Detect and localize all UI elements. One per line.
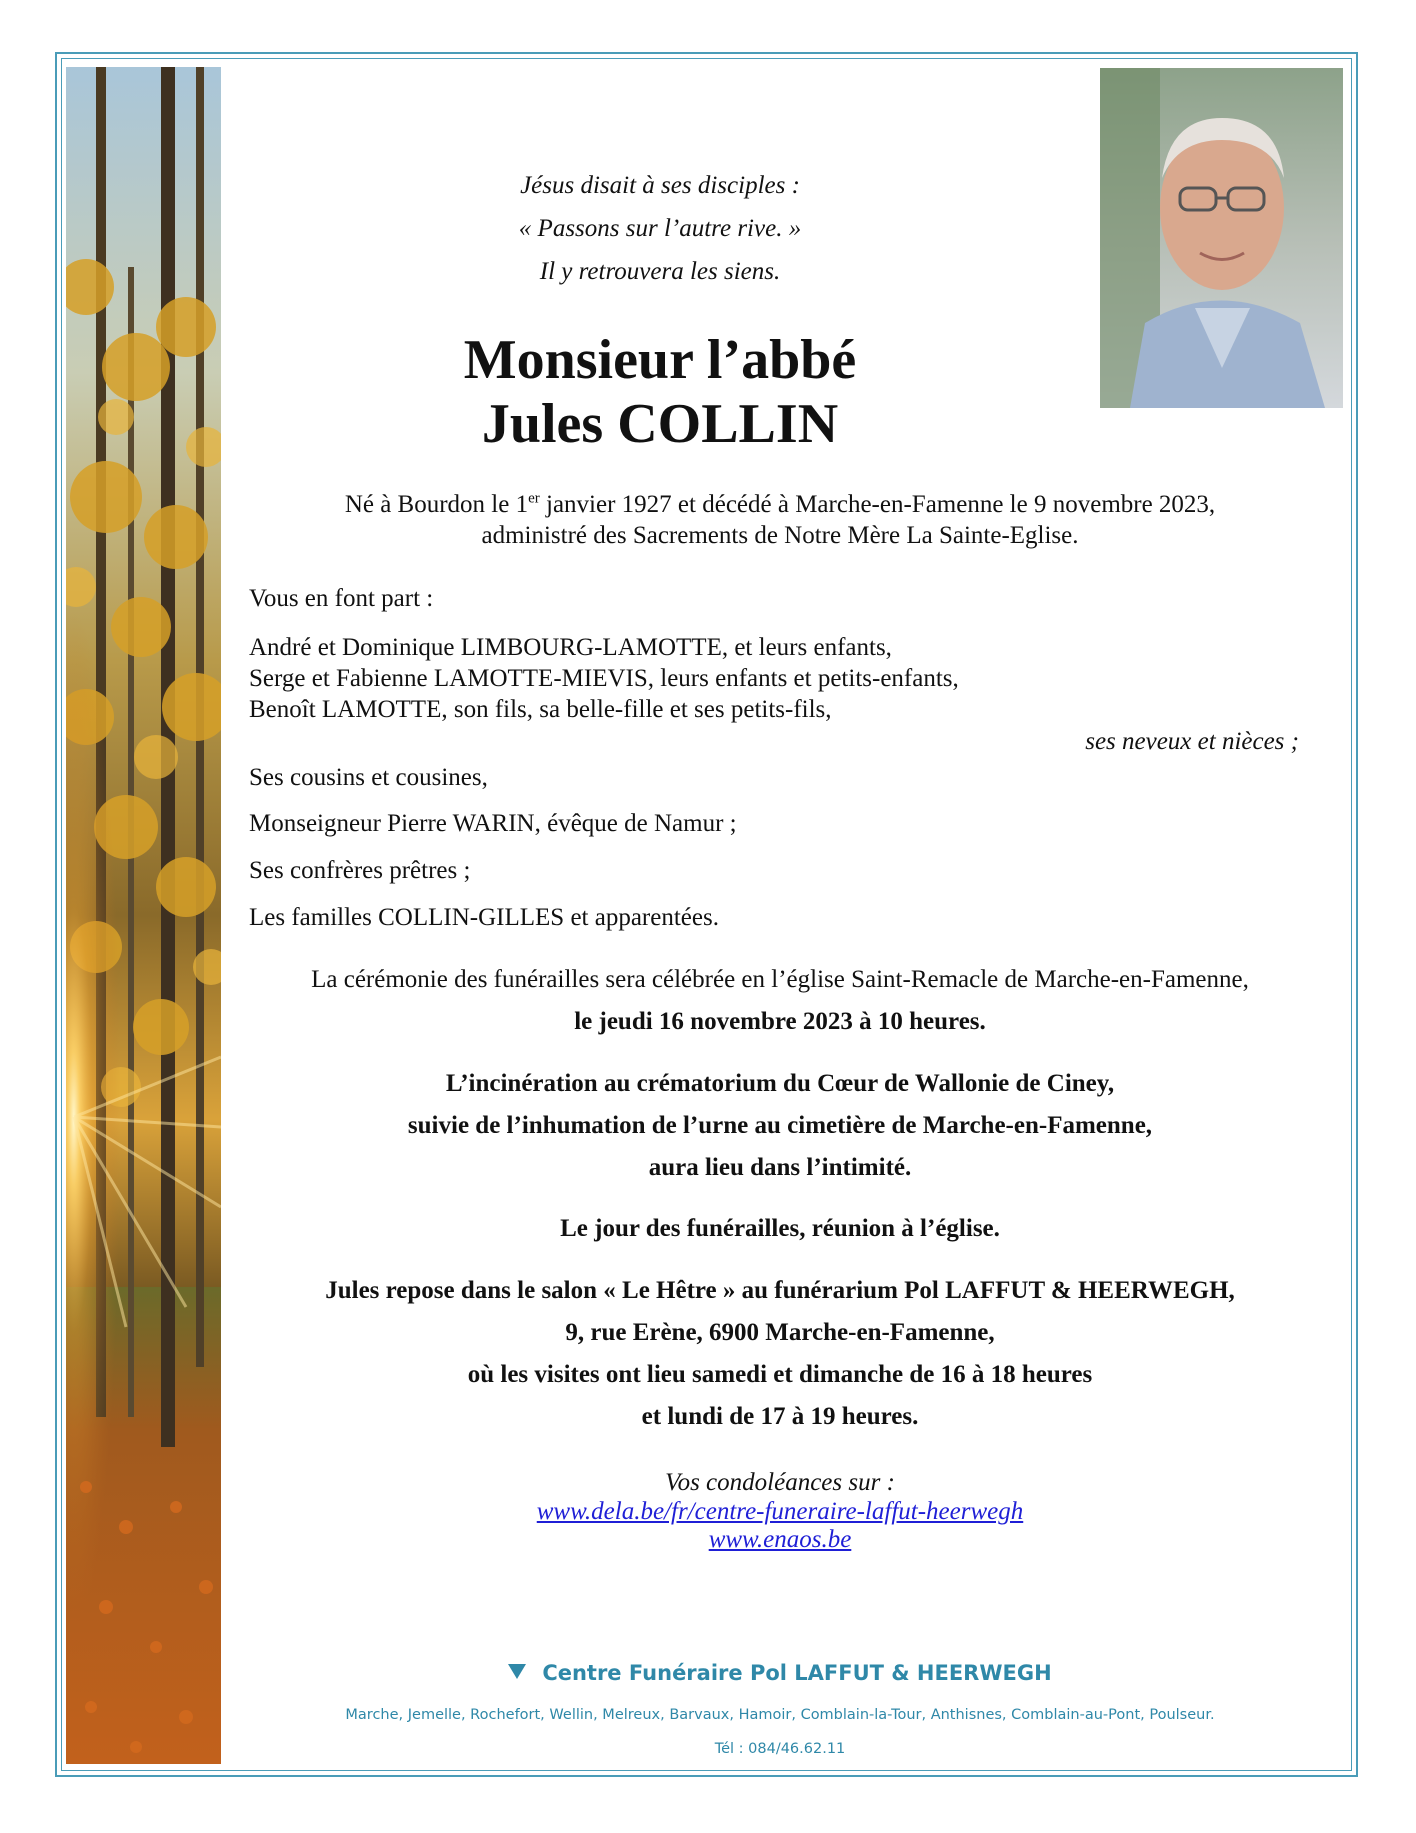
condolences-link-enaos[interactable]: www.enaos.be xyxy=(708,1526,852,1553)
birth-death-text xyxy=(250,489,1310,551)
quote-line-2: « Passons sur l’autre rive. » xyxy=(518,215,802,242)
autumn-forest-image xyxy=(66,67,221,1764)
ceremony-date: le jeudi 16 novembre 2023 à 10 heures. xyxy=(574,1008,986,1035)
visits-line-2: 9, rue Erène, 6900 Marche-en-Famenne, xyxy=(565,1319,995,1346)
condolences-link-dela[interactable]: www.dela.be/fr/centre-funeraire-laffut-heerwegh xyxy=(536,1498,1024,1525)
funeral-home-phone: Tél : 084/46.62.11 xyxy=(714,1741,846,1757)
condolences-block xyxy=(240,1468,1320,1554)
family-member: Benoît LAMOTTE, son fils, sa belle-fille et ses petits-fils, xyxy=(249,696,832,723)
birth-ordinal: er xyxy=(528,490,540,507)
deceased-name xyxy=(230,328,1090,456)
funeral-home-name xyxy=(240,1658,1320,1688)
cousins-line: Ses cousins et cousines, xyxy=(249,764,488,791)
condolences-label: Vos condoléances sur : xyxy=(665,1469,895,1496)
birth-prefix: Né à Bourdon le 1 xyxy=(344,491,529,518)
visits-line-4: et lundi de 17 à 19 heures. xyxy=(641,1403,919,1430)
visits-line-1: Jules repose dans le salon « Le Hêtre » au funérarium Pol LAFFUT & HEERWEGH, xyxy=(325,1277,1235,1304)
cremation-line-2: suivie de l’inhumation de l’urne au cimetière de Marche-en-Famenne, xyxy=(407,1112,1153,1139)
family-member: Serge et Fabienne LAMOTTE-MIEVIS, leurs enfants et petits-enfants, xyxy=(249,665,959,692)
cremation-block xyxy=(240,1063,1320,1189)
visits-line-3: où les visites ont lieu samedi et dimanche de 16 à 18 heures xyxy=(467,1361,1093,1388)
funeral-home-towns: Marche, Jemelle, Rochefort, Wellin, Melreux, Barvaux, Hamoir, Comblain-la-Tour, Anthisnes, Comblain-au-Pont, Poulseur. xyxy=(345,1707,1215,1723)
ceremony-line: La cérémonie des funérailles sera célébrée en l’église Saint-Remacle de Marche-en-Famenne, xyxy=(311,966,1249,993)
deceased-fullname: Jules COLLIN xyxy=(481,393,839,455)
deceased-title: Monsieur l’abbé xyxy=(463,329,857,391)
birth-suffix: janvier 1927 et décédé à Marche-en-Famenne le 9 novembre 2023, xyxy=(539,491,1216,518)
triangle-down-icon xyxy=(508,1664,526,1679)
visits-block xyxy=(240,1270,1320,1438)
funeral-home-title: Centre Funéraire Pol LAFFUT & HEERWEGH xyxy=(542,1661,1052,1685)
family-member: André et Dominique LIMBOURG-LAMOTTE, et leurs enfants, xyxy=(249,634,892,661)
bible-quote xyxy=(230,164,1090,293)
quote-line-3: Il y retrouvera les siens. xyxy=(539,258,781,285)
ceremony-block xyxy=(240,959,1320,1043)
cremation-line-1: L’incinération au crématorium du Cœur de Wallonie de Ciney, xyxy=(445,1070,1115,1097)
bishop-line: Monseigneur Pierre WARIN, évêque de Namur ; xyxy=(249,810,737,837)
families-line: Les familles COLLIN-GILLES et apparentées. xyxy=(249,904,719,931)
priests-line: Ses confrères prêtres ; xyxy=(249,857,471,884)
family-members xyxy=(249,632,1299,725)
quote-line-1: Jésus disait à ses disciples : xyxy=(520,172,800,199)
nephews-line: ses neveux et nièces ; xyxy=(1085,728,1299,755)
reunion-line: Le jour des funérailles, réunion à l’église. xyxy=(560,1215,1000,1242)
cremation-line-3: aura lieu dans l’intimité. xyxy=(648,1154,912,1181)
family-intro: Vous en font part : xyxy=(249,585,434,612)
sacraments-line: administré des Sacrements de Notre Mère La Sainte-Eglise. xyxy=(481,522,1079,549)
portrait-photo xyxy=(1100,68,1343,408)
